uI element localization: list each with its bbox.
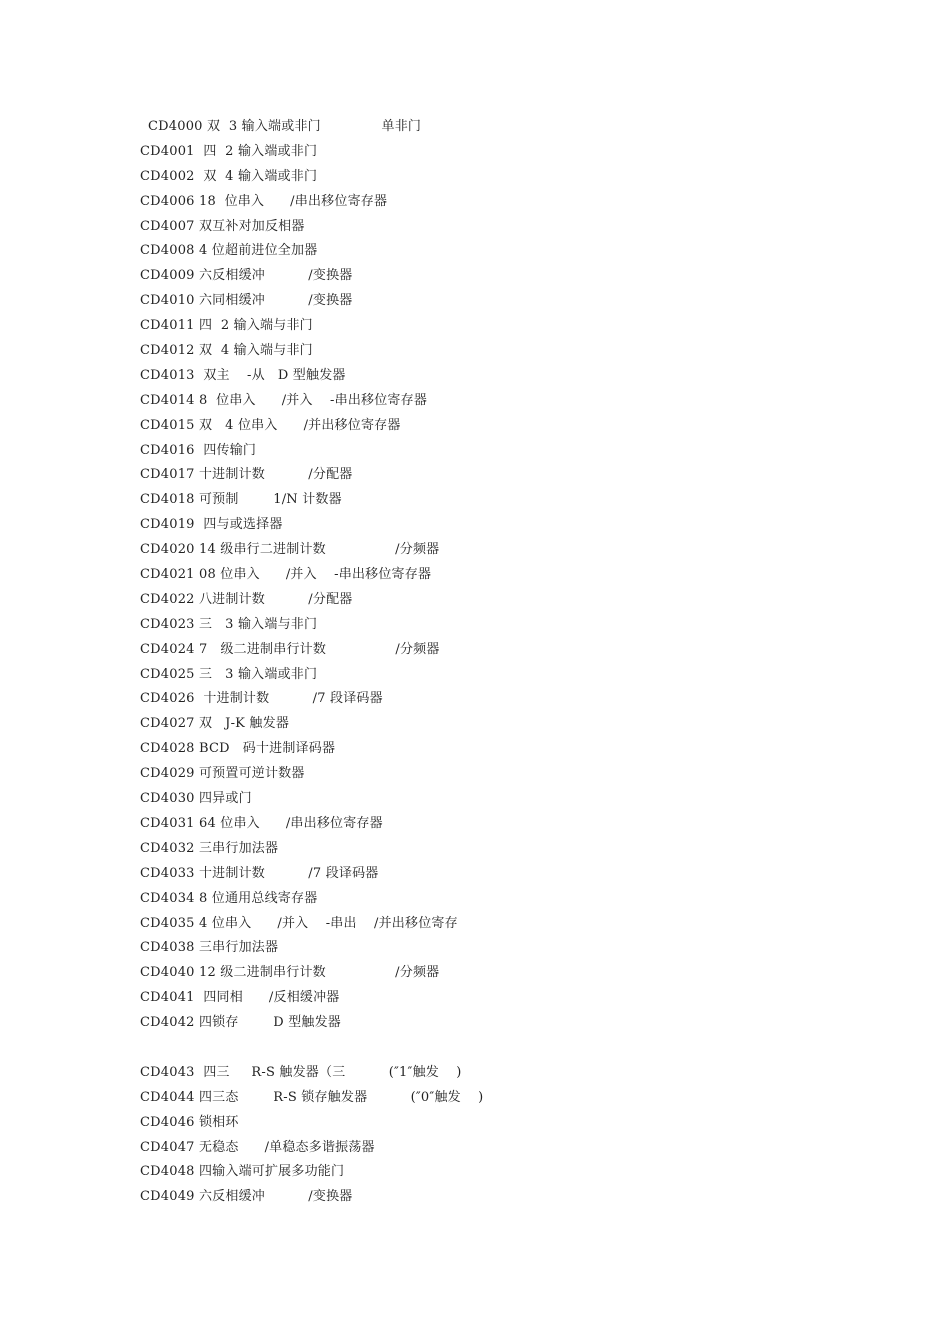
list-item: CD4026 十进制计数 /7 段译码器 xyxy=(140,691,383,707)
list-item: CD4043 四三 R-S 触发器（三 (″1″触发 ) xyxy=(140,1064,462,1080)
ic-part-list xyxy=(140,115,840,1210)
list-item: CD4030 四异或门 xyxy=(140,791,252,807)
list-item: CD4019 四与或选择器 xyxy=(140,517,283,533)
list-item: CD4016 四传输门 xyxy=(140,442,257,458)
list-item: CD4009 六反相缓冲 /变换器 xyxy=(140,268,353,284)
list-item: CD4025 三 3 输入端或非门 xyxy=(140,666,318,682)
list-item: CD4010 六同相缓冲 /变换器 xyxy=(140,293,353,309)
list-item: CD4031 64 位串入 /串出移位寄存器 xyxy=(140,815,383,831)
list-item: CD4027 双 J-K 触发器 xyxy=(140,716,290,732)
list-item: CD4014 8 位串入 /并入 -串出移位寄存器 xyxy=(140,392,428,408)
list-item: CD4049 六反相缓冲 /变换器 xyxy=(140,1189,353,1205)
list-item: CD4008 4 位超前进位全加器 xyxy=(140,243,318,259)
list-item: CD4038 三串行加法器 xyxy=(140,940,279,956)
list-item: CD4013 双主 -从 D 型触发器 xyxy=(140,367,346,383)
list-item: CD4021 08 位串入 /并入 -串出移位寄存器 xyxy=(140,567,432,583)
list-item: CD4046 锁相环 xyxy=(140,1114,239,1130)
list-item: CD4023 三 3 输入端与非门 xyxy=(140,616,318,632)
list-item: CD4048 四输入端可扩展多功能门 xyxy=(140,1164,345,1180)
list-item: CD4047 无稳态 /单稳态多谐振荡器 xyxy=(140,1139,375,1155)
list-item: CD4032 三串行加法器 xyxy=(140,840,279,856)
list-item: CD4000 双 3 输入端或非门 单非门 xyxy=(148,119,422,134)
list-item: CD4012 双 4 输入端与非门 xyxy=(140,343,313,359)
list-item: CD4028 BCD 码十进制译码器 xyxy=(140,741,336,757)
list-item: CD4044 四三态 R-S 锁存触发器 (″0″触发 ) xyxy=(140,1089,484,1105)
list-item: CD4029 可预置可逆计数器 xyxy=(140,766,305,782)
paragraph-gap xyxy=(140,1036,840,1061)
list-item: CD4017 十进制计数 /分配器 xyxy=(140,467,353,483)
list-item: CD4020 14 级串行二进制计数 /分频器 xyxy=(140,542,440,558)
list-item: CD4034 8 位通用总线寄存器 xyxy=(140,890,318,906)
list-item: CD4006 18 位串入 /串出移位寄存器 xyxy=(140,193,388,209)
list-item: CD4018 可预制 1/N 计数器 xyxy=(140,492,342,508)
list-item: CD4002 双 4 输入端或非门 xyxy=(140,168,318,184)
list-item: CD4001 四 2 输入端或非门 xyxy=(140,143,318,159)
list-item: CD4015 双 4 位串入 /并出移位寄存器 xyxy=(140,417,401,433)
list-item: CD4033 十进制计数 /7 段译码器 xyxy=(140,865,379,881)
list-item: CD4040 12 级二进制串行计数 /分频器 xyxy=(140,965,440,981)
list-item: CD4035 4 位串入 /并入 -串出 /并出移位寄存 xyxy=(140,915,458,931)
list-item: CD4024 7 级二进制串行计数 /分频器 xyxy=(140,641,440,657)
list-item: CD4022 八进制计数 /分配器 xyxy=(140,591,353,607)
list-item: CD4042 四锁存 D 型触发器 xyxy=(140,1015,341,1031)
list-item: CD4011 四 2 输入端与非门 xyxy=(140,318,313,334)
list-item: CD4007 双互补对加反相器 xyxy=(140,218,305,234)
list-item: CD4041 四同相 /反相缓冲器 xyxy=(140,990,340,1006)
